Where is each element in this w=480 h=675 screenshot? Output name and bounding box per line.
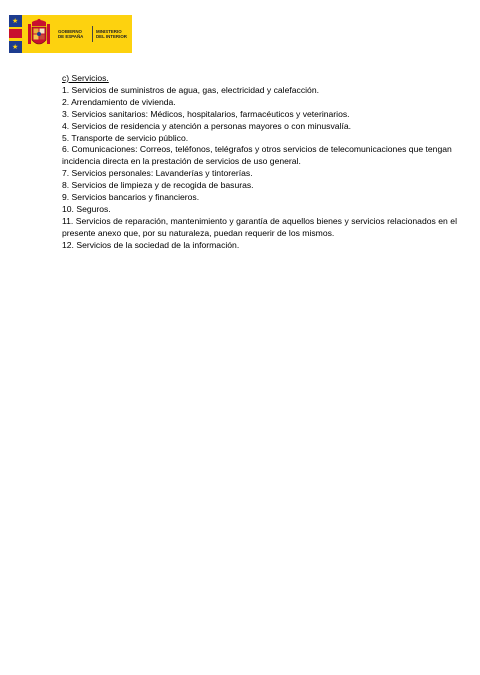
star-icon: ★ (12, 18, 19, 25)
star-icon: ★ (12, 44, 19, 51)
list-item: 2. Arrendamiento de vivienda. (62, 96, 176, 107)
list-item: 11. Servicios de reparación, mantenimiento y garantía de aquellos bienes y servicios relacionados en el presente anexo que, por su naturaleza, puedan requerir de los mismos. (62, 215, 457, 238)
list-item: 3. Servicios sanitarios: Médicos, hospitalarios, farmacéuticos y veterinarios. (62, 108, 350, 119)
list-item: 4. Servicios de residencia y atención a personas mayores o con minusvalía. (62, 120, 351, 131)
flag-strip (9, 15, 22, 53)
section-title: c) Servicios. (62, 73, 109, 83)
services-section (62, 73, 457, 252)
coat-of-arms-icon (22, 15, 56, 53)
government-logo (9, 15, 132, 53)
gov-line-1: GOBIERNO (58, 28, 82, 34)
list-item: 9. Servicios bancarios y financieros. (62, 192, 200, 203)
list-item: 1. Servicios de suministros de agua, gas, electricidad y calefacción. (62, 84, 319, 95)
list-item: 12. Servicios de la sociedad de la información. (62, 239, 240, 250)
list-item: 10. Seguros. (62, 203, 111, 214)
ministry-line-2: DEL INTERIOR (96, 34, 127, 39)
ministry-line-1: MINISTERIO (96, 28, 122, 34)
list-item: 5. Transporte de servicio público. (62, 132, 189, 143)
list-item: 7. Servicios personales: Lavanderías y tintorerías. (62, 168, 253, 179)
list-item: 8. Servicios de limpieza y de recogida de basuras. (62, 180, 254, 191)
government-wordmark (56, 15, 132, 53)
list-item: 6. Comunicaciones: Correos, teléfonos, telégrafos y otros servicios de telecomunicaciones que tengan incidencia directa en la prestación de servicios de uso general. (62, 144, 452, 167)
gov-line-2: DE ESPAÑA (58, 34, 84, 39)
